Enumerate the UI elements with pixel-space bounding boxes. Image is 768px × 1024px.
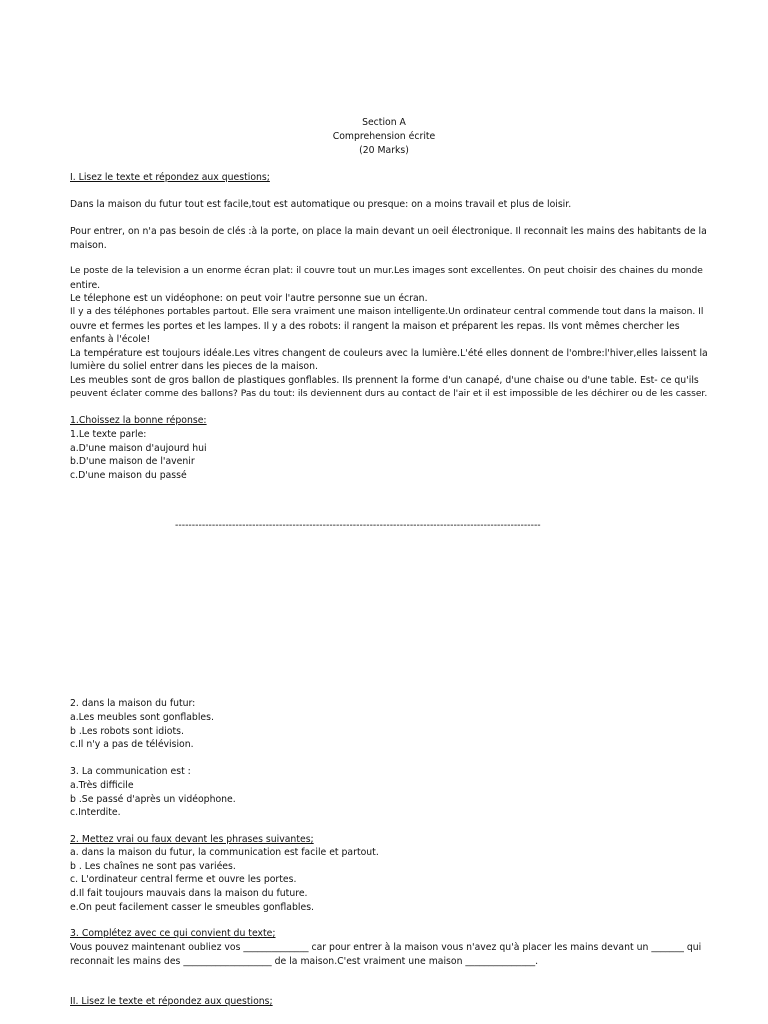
vraifaux-heading: 2. Mettez vrai ou faux devant les phrases suivantes; bbox=[70, 834, 314, 845]
q1-option-a: a.D'une maison d'aujourd hui bbox=[70, 443, 207, 454]
paragraph-line: enfants à l'école! bbox=[70, 334, 151, 345]
q3-option-c: c.Interdite. bbox=[70, 807, 121, 818]
q1-prompt: 1.Le texte parle: bbox=[70, 429, 147, 440]
vraifaux-item: c. L'ordinateur central ferme et ouvre les portes. bbox=[70, 874, 297, 885]
part2-heading: II. Lisez le texte et répondez aux questions; bbox=[70, 996, 273, 1007]
q2-option-c: c.Il n'y a pas de télévision. bbox=[70, 739, 194, 750]
q2-option-b: b .Les robots sont idiots. bbox=[70, 726, 184, 737]
paragraph-line: ouvre et fermes les portes et les lampes. Il y a des robots: il rangent la maison et préparent les repas. Ils vont mêmes chercher les bbox=[70, 321, 680, 332]
part1-heading: I. Lisez le texte et répondez aux questions; bbox=[70, 172, 270, 183]
q1-option-b: b.D'une maison de l'avenir bbox=[70, 456, 195, 467]
paragraph-line: Les meubles sont de gros ballon de plastiques gonflables. Ils prennent la forme d'un canapé, d'une chaise ou d'une table. Est- ce qu'ils bbox=[70, 375, 699, 386]
section-title: Section A bbox=[362, 117, 406, 128]
paragraph-line: Il y a des téléphones portables partout. Elle sera vraiment une maison intelligente.Un ordinateur central commende tout dans la maison. Il bbox=[70, 307, 704, 317]
paragraph-line: Pour entrer, on n'a pas besoin de clés :à la porte, on place la main devant un oeil électronique. Il reconnait les mains des habitants de la bbox=[70, 226, 707, 237]
paragraph-line: Le poste de la television a un enorme écran plat: il couvre tout un mur.Les images sont excellentes. On peut choisir des chaines du monde bbox=[70, 266, 703, 276]
section-subtitle: Comprehension écrite bbox=[332, 131, 436, 142]
paragraph-line: La température est toujours idéale.Les vitres changent de couleurs avec la lumière.L'été elles donnent de l'ombre:l'hiver,elles laissent la bbox=[70, 348, 708, 359]
vraifaux-item: d.Il fait toujours mauvais dans la maison du future. bbox=[70, 888, 308, 899]
paragraph-line: Dans la maison du futur tout est facile,tout est automatique ou presque: on a moins travail et plus de loisir. bbox=[70, 199, 572, 210]
paragraph-line: lumière du soliel entrer dans les pieces de la maison. bbox=[70, 361, 318, 372]
q3-option-b: b .Se passé d'après un vidéophone. bbox=[70, 794, 236, 805]
paragraph-line: entire. bbox=[70, 280, 101, 291]
q1-heading: 1.Choissez la bonne réponse: bbox=[70, 415, 207, 426]
vraifaux-item: e.On peut facilement casser le smeubles gonflables. bbox=[70, 902, 314, 913]
vraifaux-item: a. dans la maison du futur, la communication est facile et partout. bbox=[70, 847, 379, 858]
complete-line: reconnait les mains des ___________________ de la maison.C'est vraiment une maison _______________. bbox=[70, 956, 539, 967]
paragraph-line: maison. bbox=[70, 240, 107, 251]
dashed-divider: ------------------------------------------------------------------------------------------------------------- bbox=[175, 520, 541, 531]
q1-option-c: c.D'une maison du passé bbox=[70, 470, 187, 481]
q2-option-a: a.Les meubles sont gonflables. bbox=[70, 712, 214, 723]
section-marks: (20 Marks) bbox=[359, 145, 409, 156]
q3-prompt: 3. La communication est : bbox=[70, 766, 191, 777]
paragraph-line: Le télephone est un vidéophone: on peut voir l'autre personne sue un écran. bbox=[70, 293, 428, 304]
q3-option-a: a.Très difficile bbox=[70, 780, 134, 791]
complete-heading: 3. Complétez avec ce qui convient du texte; bbox=[70, 928, 276, 939]
complete-line: Vous pouvez maintenant oubliez vos ______________ car pour entrer à la maison vous n'avez qu'à placer les mains devant un _______ qui bbox=[70, 942, 702, 953]
paragraph-line: peuvent éclater comme des ballons? Pas du tout: ils deviennent durs au contact de l'air et il est impossible de les déchirer ou de les casser. bbox=[70, 389, 708, 399]
q2-prompt: 2. dans la maison du futur: bbox=[70, 698, 196, 709]
vraifaux-item: b . Les chaînes ne sont pas variées. bbox=[70, 861, 236, 872]
